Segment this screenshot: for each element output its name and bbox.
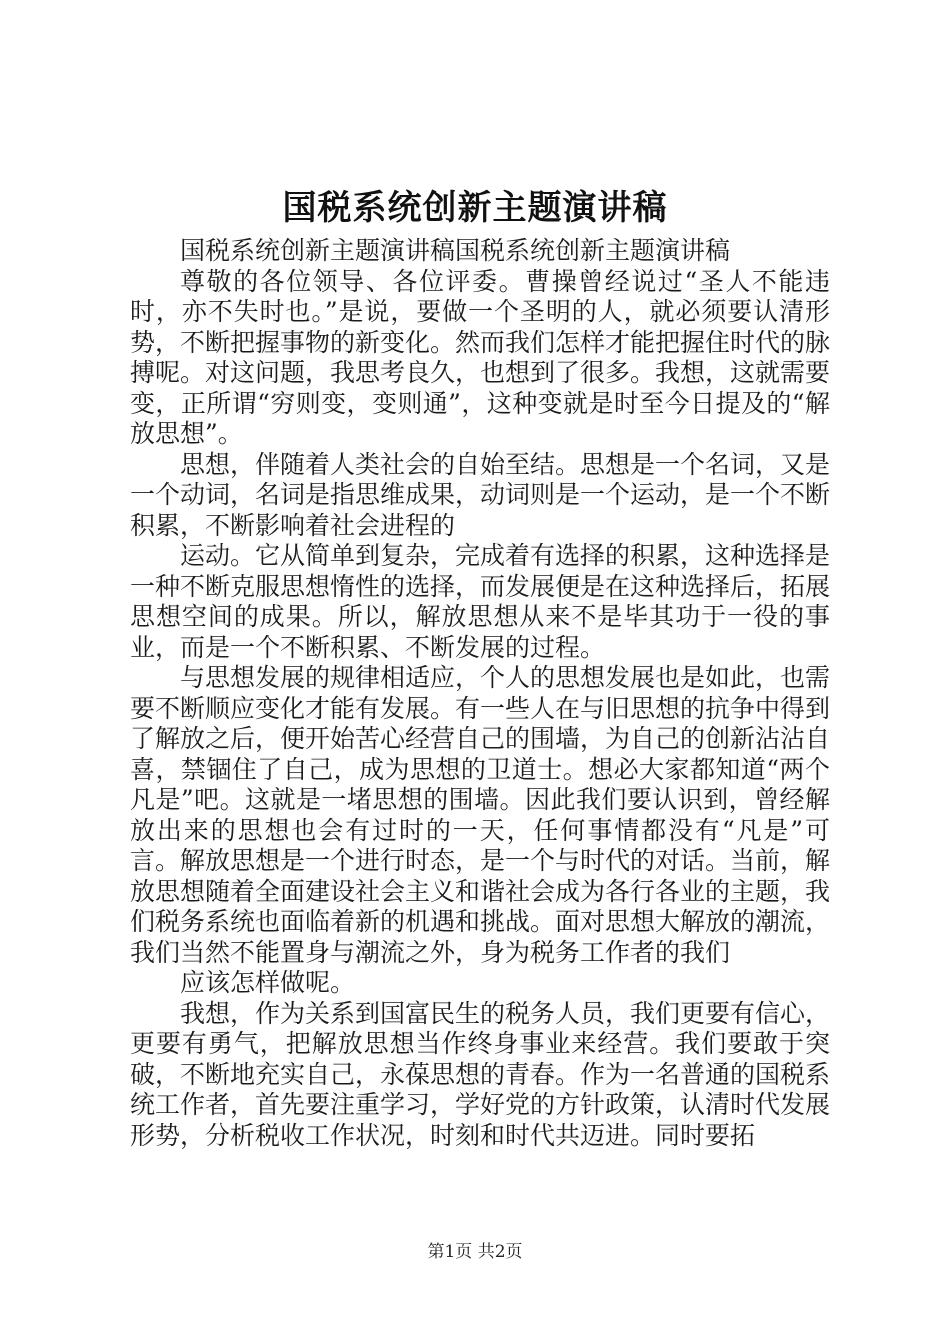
page-footer: 第1页 共2页	[427, 1242, 523, 1262]
document-title: 国税系统创新主题演讲稿	[282, 188, 668, 228]
paragraph: 尊敬的各位领导、各位评委。曹操曾经说过“圣人不能违时，亦不失时也。”是说，要做一个圣明的人，就必须要认清形势，不断把握事物的新变化。然而我们怎样才能把握住时代的脉搏呢。对这问题，我思考良久，也想到了很多。我想，这就需要变，正所谓“穷则变，变则通”，这种变就是时至今日提及的“解放思想”。	[130, 266, 831, 448]
paragraph: 我想，作为关系到国富民生的税务人员，我们更要有信心，更要有勇气，把解放思想当作终身事业来经营。我们要敢于突破，不断地充实自己，永葆思想的青春。作为一名普通的国税系统工作者，首先要注重学习，学好党的方针政策，认清时代发展形势，分析税收工作状况，时刻和时代共迈进。同时要拓	[130, 998, 831, 1150]
paragraph: 思想，伴随着人类社会的自始至结。思想是一个名词，又是一个动词，名词是指思维成果，动词则是一个运动，是一个不断积累，不断影响着社会进程的	[130, 449, 831, 540]
document-body	[130, 236, 830, 1151]
paragraph: 应该怎样做呢。	[180, 968, 356, 997]
paragraph: 与思想发展的规律相适应，个人的思想发展也是如此，也需要不断顺应变化才能有发展。有一些人在与旧思想的抗争中得到了解放之后，便开始苦心经营自己的围墙，为自己的创新沾沾自喜，禁锢住了自己，成为思想的卫道士。想必大家都知道“两个凡是”吧。这就是一堵思想的围墙。因此我们要认识到，曾经解放出来的思想也会有过时的一天，任何事情都没有“凡是”可言。解放思想是一个进行时态，是一个与时代的对话。当前，解放思想随着全面建设社会主义和谐社会成为各行各业的主题，我们税务系统也面临着新的机遇和挑战。面对思想大解放的潮流，我们当然不能置身与潮流之外，身为税务工作者的我们	[130, 663, 831, 967]
paragraph: 运动。它从简单到复杂，完成着有选择的积累，这种选择是一种不断克服思想惰性的选择，而发展便是在这种选择后，拓展思想空间的成果。所以，解放思想从来不是毕其功于一役的事业，而是一个不断积累、不断发展的过程。	[130, 541, 831, 662]
paragraph: 国税系统创新主题演讲稿国税系统创新主题演讲稿	[180, 236, 731, 265]
